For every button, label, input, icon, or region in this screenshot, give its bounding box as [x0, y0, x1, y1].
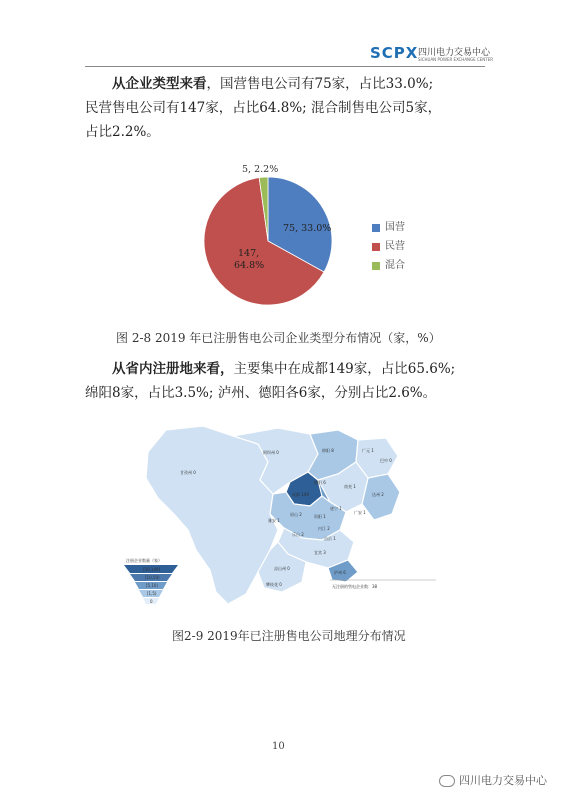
map-label: 广安 1: [354, 510, 366, 515]
map-label: 成都 149: [292, 492, 309, 497]
legend-item-state: [372, 218, 405, 237]
map-label: 自贡 1: [324, 536, 336, 541]
legend-swatch: [372, 224, 380, 232]
paragraph-text: 绵阳8家，占比3.5%; 泸州、德阳各6家，分别占比2.6%。: [85, 385, 437, 401]
figure-caption: 图2-9 2019年已注册售电公司地理分布情况: [172, 629, 406, 643]
paragraph-text: ，国营售电公司有75家，占比33.0%;: [206, 76, 434, 92]
legend-label: 国营: [385, 222, 405, 233]
map-legend-value: [10,50): [145, 575, 160, 580]
org-logo: SCPX: [370, 44, 419, 62]
paragraph-enterprise-type: [85, 72, 490, 144]
page-number: 10: [272, 741, 285, 752]
map-label: 乐山 2: [292, 532, 304, 537]
legend-swatch: [372, 262, 380, 270]
legend-item-mixed: [372, 256, 405, 275]
watermark-text: 四川电力交易中心: [459, 774, 547, 787]
legend-label: 民营: [385, 241, 405, 252]
map-label: 甘孜州 0: [180, 470, 196, 475]
legend-label: 混合: [385, 260, 405, 271]
map-label: 资阳 1: [314, 514, 326, 519]
wechat-icon: [439, 775, 455, 787]
map-legend-value: [5,10): [146, 583, 159, 588]
map-legend-value: [1,5): [147, 591, 157, 596]
org-name-en: SICHUAN POWER EXCHANGE CENTER: [418, 57, 494, 62]
map-label: 达州 2: [372, 492, 384, 497]
pie-label-state: 75, 33.0%: [283, 223, 332, 234]
legend-item-private: [372, 237, 405, 256]
paragraph-lead: 从省内注册地来看，: [112, 361, 234, 377]
watermark: [439, 772, 547, 788]
map-label: 凉山州 0: [274, 566, 290, 571]
paragraph-lead: 从企业类型来看: [112, 76, 207, 92]
map-label: 阿坝州 0: [263, 450, 279, 455]
paragraph-text: 占比2.2%。: [85, 124, 160, 140]
map-legend-value: [50,149]: [143, 567, 161, 572]
pie-label-mixed: 5, 2.2%: [242, 164, 279, 175]
map-footnote: 无注册的售电企业数：38: [332, 584, 378, 589]
map-legend-value: 0: [150, 599, 153, 604]
map-label: 内江 2: [318, 526, 330, 531]
pie-label-private: 147,: [238, 248, 260, 259]
map-label: 攀枝花 0: [266, 582, 282, 587]
map-label: 遂宁 1: [330, 506, 342, 511]
pie-label-private-pct: 64.8%: [234, 260, 265, 271]
paragraph-text: 主要集中在成都149家，占比65.6%;: [233, 361, 456, 377]
legend-swatch: [372, 243, 380, 251]
header-divider: [85, 66, 485, 67]
map-label: 绵阳 8: [322, 448, 334, 453]
map-legend-title: 注册企业数量（家）: [126, 558, 162, 563]
sichuan-distribution-map: [118, 422, 438, 612]
map-label: 南充 1: [344, 484, 356, 489]
figure-caption: 图 2-8 2019 年已注册售电公司企业类型分布情况（家，%）: [116, 331, 441, 345]
map-label: 宜宾 3: [314, 550, 326, 555]
map-label: 巴中 0: [380, 458, 392, 463]
paragraph-text: 民营售电公司有147家，占比64.8%; 混合制售电公司5家，: [85, 100, 442, 116]
map-label: 德阳 6: [314, 480, 326, 485]
org-name: 四川电力交易中心: [418, 48, 491, 58]
paragraph-registration-location: [85, 357, 490, 405]
map-label: 雅安 1: [268, 518, 280, 523]
map-label: 泸州 6: [334, 570, 346, 575]
map-label: 眉山 2: [290, 512, 302, 517]
map-label: 广元 1: [362, 448, 374, 453]
pie-legend: [372, 218, 405, 275]
